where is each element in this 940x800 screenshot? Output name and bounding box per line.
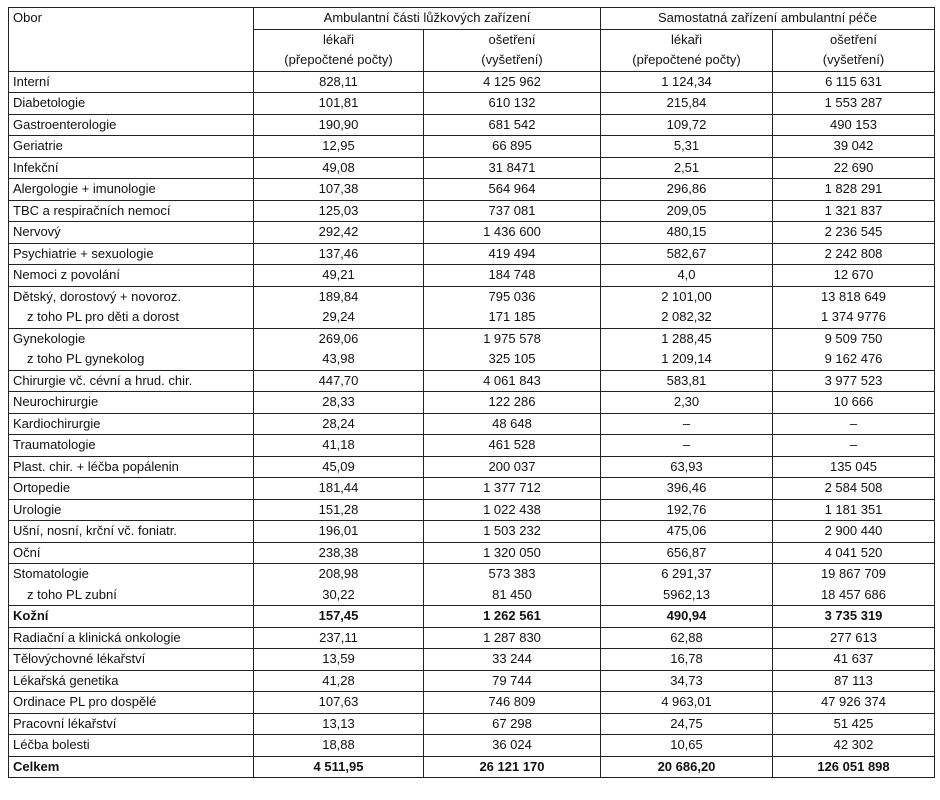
row-s-osetreni: 3 735 319 bbox=[773, 606, 935, 628]
row-a-lekari: 238,38 bbox=[254, 542, 424, 564]
table-row bbox=[9, 286, 935, 307]
row-s-osetreni: 2 900 440 bbox=[773, 521, 935, 543]
header-a-osetreni: ošetření bbox=[424, 29, 601, 50]
row-a-osetreni: 1 287 830 bbox=[424, 627, 601, 649]
row-a-lekari: 237,11 bbox=[254, 627, 424, 649]
row-s-lekari: 6 291,37 bbox=[601, 564, 773, 585]
row-s-osetreni: 51 425 bbox=[773, 713, 935, 735]
row-a-lekari: 28,33 bbox=[254, 392, 424, 414]
row-a-osetreni: 26 121 170 bbox=[424, 756, 601, 778]
row-s-lekari: 2 082,32 bbox=[601, 307, 773, 328]
row-a-osetreni: 573 383 bbox=[424, 564, 601, 585]
header-group-samostatna: Samostatná zařízení ambulantní péče bbox=[601, 8, 935, 30]
row-obor: z toho PL pro děti a dorost bbox=[9, 307, 254, 328]
table-row bbox=[9, 136, 935, 158]
row-s-osetreni: 10 666 bbox=[773, 392, 935, 414]
table-row bbox=[9, 627, 935, 649]
header-group-ambulantni: Ambulantní části lůžkových zařízení bbox=[254, 8, 601, 30]
row-a-lekari: 49,21 bbox=[254, 265, 424, 287]
row-a-osetreni: 31 8471 bbox=[424, 157, 601, 179]
row-a-lekari: 189,84 bbox=[254, 286, 424, 307]
row-a-osetreni: 66 895 bbox=[424, 136, 601, 158]
row-s-lekari: 1 288,45 bbox=[601, 328, 773, 349]
table-row bbox=[9, 157, 935, 179]
row-s-osetreni: 39 042 bbox=[773, 136, 935, 158]
table-row bbox=[9, 179, 935, 201]
row-a-lekari: 107,38 bbox=[254, 179, 424, 201]
row-a-osetreni: 1 975 578 bbox=[424, 328, 601, 349]
row-a-lekari: 101,81 bbox=[254, 93, 424, 115]
row-s-lekari: 5962,13 bbox=[601, 585, 773, 606]
header-s-lekari-sub: (přepočtené počty) bbox=[601, 50, 773, 71]
row-obor: Traumatologie bbox=[9, 435, 254, 457]
row-a-lekari: 12,95 bbox=[254, 136, 424, 158]
row-s-lekari: 63,93 bbox=[601, 456, 773, 478]
row-obor: Gynekologie bbox=[9, 328, 254, 349]
row-s-osetreni: 1 181 351 bbox=[773, 499, 935, 521]
row-a-osetreni: 4 061 843 bbox=[424, 370, 601, 392]
row-a-lekari: 196,01 bbox=[254, 521, 424, 543]
row-s-lekari: 475,06 bbox=[601, 521, 773, 543]
row-a-lekari: 43,98 bbox=[254, 349, 424, 370]
row-obor: Infekční bbox=[9, 157, 254, 179]
row-a-lekari: 292,42 bbox=[254, 222, 424, 244]
table-row bbox=[9, 564, 935, 585]
row-a-lekari: 447,70 bbox=[254, 370, 424, 392]
row-obor: Interní bbox=[9, 71, 254, 93]
header-s-osetreni-sub: (vyšetření) bbox=[773, 50, 935, 71]
row-s-lekari: 490,94 bbox=[601, 606, 773, 628]
row-s-osetreni: 2 584 508 bbox=[773, 478, 935, 500]
row-s-osetreni: 3 977 523 bbox=[773, 370, 935, 392]
row-obor: Tělovýchovné lékařství bbox=[9, 649, 254, 671]
row-a-lekari: 18,88 bbox=[254, 735, 424, 757]
row-a-lekari: 30,22 bbox=[254, 585, 424, 606]
row-s-lekari: 1 209,14 bbox=[601, 349, 773, 370]
row-s-osetreni: 13 818 649 bbox=[773, 286, 935, 307]
row-s-lekari: 62,88 bbox=[601, 627, 773, 649]
row-a-lekari: 13,13 bbox=[254, 713, 424, 735]
row-s-lekari: 656,87 bbox=[601, 542, 773, 564]
row-a-lekari: 49,08 bbox=[254, 157, 424, 179]
table-row bbox=[9, 670, 935, 692]
row-a-lekari: 13,59 bbox=[254, 649, 424, 671]
header-a-lekari-sub: (přepočtené počty) bbox=[254, 50, 424, 71]
row-a-lekari: 157,45 bbox=[254, 606, 424, 628]
row-a-lekari: 107,63 bbox=[254, 692, 424, 714]
table-row bbox=[9, 649, 935, 671]
table-body bbox=[9, 71, 935, 778]
table-row bbox=[9, 392, 935, 414]
row-a-osetreni: 461 528 bbox=[424, 435, 601, 457]
header-s-lekari: lékaři bbox=[601, 29, 773, 50]
row-s-osetreni: 1 553 287 bbox=[773, 93, 935, 115]
row-s-osetreni: – bbox=[773, 413, 935, 435]
table-row bbox=[9, 606, 935, 628]
row-s-osetreni: 2 236 545 bbox=[773, 222, 935, 244]
header-a-lekari: lékaři bbox=[254, 29, 424, 50]
row-a-osetreni: 1 503 232 bbox=[424, 521, 601, 543]
row-s-lekari: – bbox=[601, 435, 773, 457]
row-a-osetreni: 1 262 561 bbox=[424, 606, 601, 628]
row-s-lekari: 16,78 bbox=[601, 649, 773, 671]
row-s-osetreni: 22 690 bbox=[773, 157, 935, 179]
table-row bbox=[9, 265, 935, 287]
table-row bbox=[9, 735, 935, 757]
table-row bbox=[9, 307, 935, 328]
row-a-osetreni: 81 450 bbox=[424, 585, 601, 606]
row-s-osetreni: 490 153 bbox=[773, 114, 935, 136]
row-obor: Nemoci z povolání bbox=[9, 265, 254, 287]
table-row bbox=[9, 542, 935, 564]
row-s-osetreni: 87 113 bbox=[773, 670, 935, 692]
row-s-lekari: 583,81 bbox=[601, 370, 773, 392]
row-s-osetreni: 9 509 750 bbox=[773, 328, 935, 349]
row-s-lekari: 4 963,01 bbox=[601, 692, 773, 714]
row-obor: Psychiatrie + sexuologie bbox=[9, 243, 254, 265]
table-row bbox=[9, 499, 935, 521]
row-s-osetreni: 9 162 476 bbox=[773, 349, 935, 370]
row-obor: Kardiochirurgie bbox=[9, 413, 254, 435]
table-row bbox=[9, 328, 935, 349]
row-s-osetreni: 18 457 686 bbox=[773, 585, 935, 606]
row-obor: TBC a respiračních nemocí bbox=[9, 200, 254, 222]
header-a-osetreni-sub: (vyšetření) bbox=[424, 50, 601, 71]
row-s-osetreni: 1 321 837 bbox=[773, 200, 935, 222]
row-obor: Diabetologie bbox=[9, 93, 254, 115]
table-row bbox=[9, 222, 935, 244]
row-a-osetreni: 36 024 bbox=[424, 735, 601, 757]
row-obor: Ušní, nosní, krční vč. foniatr. bbox=[9, 521, 254, 543]
row-obor: Plast. chir. + léčba popálenin bbox=[9, 456, 254, 478]
row-s-lekari: 2,51 bbox=[601, 157, 773, 179]
row-obor: Neurochirurgie bbox=[9, 392, 254, 414]
row-s-osetreni: – bbox=[773, 435, 935, 457]
row-s-osetreni: 19 867 709 bbox=[773, 564, 935, 585]
row-obor: Alergologie + imunologie bbox=[9, 179, 254, 201]
row-a-osetreni: 33 244 bbox=[424, 649, 601, 671]
row-a-lekari: 29,24 bbox=[254, 307, 424, 328]
row-s-lekari: 215,84 bbox=[601, 93, 773, 115]
row-a-osetreni: 4 125 962 bbox=[424, 71, 601, 93]
row-s-lekari: – bbox=[601, 413, 773, 435]
row-s-lekari: 109,72 bbox=[601, 114, 773, 136]
row-s-lekari: 2 101,00 bbox=[601, 286, 773, 307]
row-a-lekari: 4 511,95 bbox=[254, 756, 424, 778]
row-s-osetreni: 12 670 bbox=[773, 265, 935, 287]
row-obor: Léčba bolesti bbox=[9, 735, 254, 757]
row-obor: Ordinace PL pro dospělé bbox=[9, 692, 254, 714]
row-obor: Stomatologie bbox=[9, 564, 254, 585]
row-a-lekari: 45,09 bbox=[254, 456, 424, 478]
row-a-lekari: 151,28 bbox=[254, 499, 424, 521]
row-s-lekari: 396,46 bbox=[601, 478, 773, 500]
table-row bbox=[9, 692, 935, 714]
row-a-osetreni: 200 037 bbox=[424, 456, 601, 478]
table-row bbox=[9, 435, 935, 457]
row-s-lekari: 582,67 bbox=[601, 243, 773, 265]
row-obor: Ortopedie bbox=[9, 478, 254, 500]
row-s-lekari: 20 686,20 bbox=[601, 756, 773, 778]
row-a-osetreni: 171 185 bbox=[424, 307, 601, 328]
row-obor: Chirurgie vč. cévní a hrud. chir. bbox=[9, 370, 254, 392]
row-obor: Oční bbox=[9, 542, 254, 564]
table-row bbox=[9, 114, 935, 136]
row-a-osetreni: 184 748 bbox=[424, 265, 601, 287]
row-s-lekari: 2,30 bbox=[601, 392, 773, 414]
row-obor: Kožní bbox=[9, 606, 254, 628]
table-row bbox=[9, 349, 935, 370]
row-obor: Celkem bbox=[9, 756, 254, 778]
row-a-osetreni: 325 105 bbox=[424, 349, 601, 370]
row-obor: z toho PL zubní bbox=[9, 585, 254, 606]
row-a-osetreni: 79 744 bbox=[424, 670, 601, 692]
row-s-osetreni: 1 374 9776 bbox=[773, 307, 935, 328]
row-a-lekari: 41,18 bbox=[254, 435, 424, 457]
table-row bbox=[9, 521, 935, 543]
row-a-osetreni: 122 286 bbox=[424, 392, 601, 414]
row-obor: Lékařská genetika bbox=[9, 670, 254, 692]
row-a-lekari: 41,28 bbox=[254, 670, 424, 692]
row-s-osetreni: 47 926 374 bbox=[773, 692, 935, 714]
row-a-osetreni: 564 964 bbox=[424, 179, 601, 201]
row-a-lekari: 208,98 bbox=[254, 564, 424, 585]
row-a-osetreni: 610 132 bbox=[424, 93, 601, 115]
row-a-osetreni: 1 022 438 bbox=[424, 499, 601, 521]
row-a-osetreni: 795 036 bbox=[424, 286, 601, 307]
row-s-lekari: 24,75 bbox=[601, 713, 773, 735]
row-s-lekari: 4,0 bbox=[601, 265, 773, 287]
row-obor: Dětský, dorostový + novoroz. bbox=[9, 286, 254, 307]
row-s-osetreni: 135 045 bbox=[773, 456, 935, 478]
row-obor: z toho PL gynekolog bbox=[9, 349, 254, 370]
row-obor: Radiační a klinická onkologie bbox=[9, 627, 254, 649]
row-s-lekari: 5,31 bbox=[601, 136, 773, 158]
row-a-osetreni: 737 081 bbox=[424, 200, 601, 222]
header-s-osetreni: ošetření bbox=[773, 29, 935, 50]
table-header bbox=[9, 8, 935, 72]
row-s-osetreni: 126 051 898 bbox=[773, 756, 935, 778]
row-s-lekari: 296,86 bbox=[601, 179, 773, 201]
row-s-lekari: 480,15 bbox=[601, 222, 773, 244]
row-s-lekari: 34,73 bbox=[601, 670, 773, 692]
row-a-lekari: 190,90 bbox=[254, 114, 424, 136]
row-a-osetreni: 48 648 bbox=[424, 413, 601, 435]
table-row bbox=[9, 71, 935, 93]
table-row bbox=[9, 456, 935, 478]
row-a-osetreni: 746 809 bbox=[424, 692, 601, 714]
row-s-osetreni: 1 828 291 bbox=[773, 179, 935, 201]
table-row bbox=[9, 200, 935, 222]
table-row bbox=[9, 756, 935, 778]
row-s-lekari: 10,65 bbox=[601, 735, 773, 757]
row-a-lekari: 125,03 bbox=[254, 200, 424, 222]
row-obor: Pracovní lékařství bbox=[9, 713, 254, 735]
table-row bbox=[9, 93, 935, 115]
table-row bbox=[9, 585, 935, 606]
row-a-osetreni: 1 377 712 bbox=[424, 478, 601, 500]
row-a-lekari: 28,24 bbox=[254, 413, 424, 435]
table-row bbox=[9, 243, 935, 265]
row-s-lekari: 192,76 bbox=[601, 499, 773, 521]
row-a-osetreni: 1 436 600 bbox=[424, 222, 601, 244]
row-s-osetreni: 6 115 631 bbox=[773, 71, 935, 93]
row-obor: Gastroenterologie bbox=[9, 114, 254, 136]
row-s-lekari: 1 124,34 bbox=[601, 71, 773, 93]
row-a-osetreni: 681 542 bbox=[424, 114, 601, 136]
row-s-osetreni: 4 041 520 bbox=[773, 542, 935, 564]
row-a-osetreni: 419 494 bbox=[424, 243, 601, 265]
table-row bbox=[9, 478, 935, 500]
row-a-lekari: 828,11 bbox=[254, 71, 424, 93]
row-obor: Nervový bbox=[9, 222, 254, 244]
table-row bbox=[9, 370, 935, 392]
row-a-lekari: 137,46 bbox=[254, 243, 424, 265]
row-a-osetreni: 1 320 050 bbox=[424, 542, 601, 564]
header-obor: Obor bbox=[9, 8, 254, 72]
statistics-table bbox=[8, 7, 935, 778]
row-obor: Urologie bbox=[9, 499, 254, 521]
row-a-lekari: 181,44 bbox=[254, 478, 424, 500]
row-s-lekari: 209,05 bbox=[601, 200, 773, 222]
row-s-osetreni: 41 637 bbox=[773, 649, 935, 671]
row-a-lekari: 269,06 bbox=[254, 328, 424, 349]
row-obor: Geriatrie bbox=[9, 136, 254, 158]
row-s-osetreni: 2 242 808 bbox=[773, 243, 935, 265]
row-s-osetreni: 42 302 bbox=[773, 735, 935, 757]
table-row bbox=[9, 713, 935, 735]
row-a-osetreni: 67 298 bbox=[424, 713, 601, 735]
row-s-osetreni: 277 613 bbox=[773, 627, 935, 649]
table-row bbox=[9, 413, 935, 435]
